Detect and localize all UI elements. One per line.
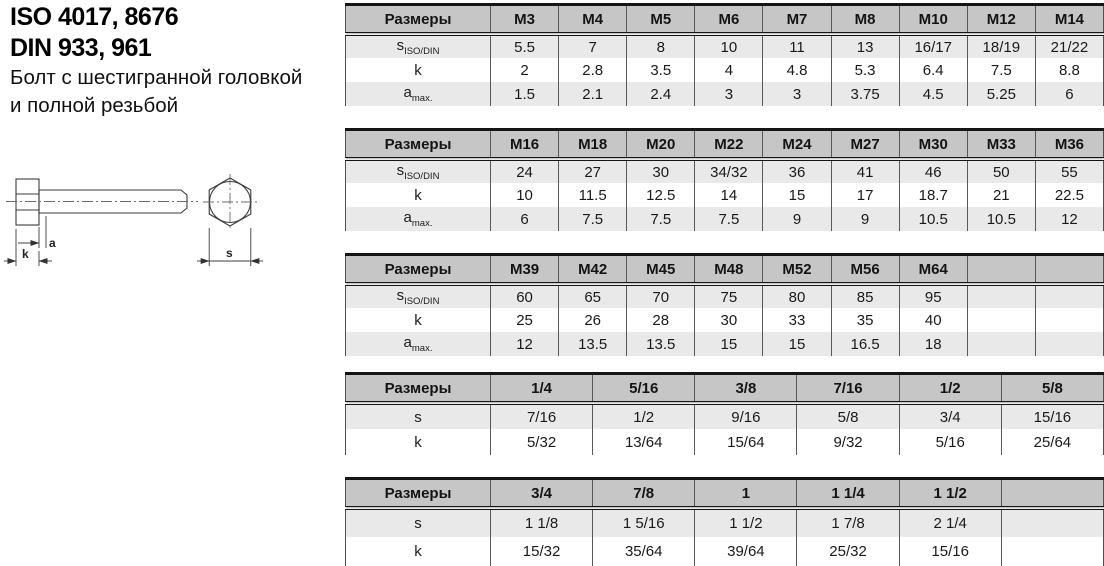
value-cell: 33 xyxy=(763,308,831,332)
row-label-s: $s_{ISO/DIN}$ xyxy=(396,162,440,182)
size-column-header: 3/4 xyxy=(491,479,593,509)
value-cell: 2 1/4 xyxy=(899,508,1001,537)
value-cell: 13 xyxy=(831,34,899,58)
value-cell: 15/64 xyxy=(695,429,797,455)
header-row xyxy=(346,5,1104,35)
sizes-header-label: Размеры xyxy=(346,5,491,35)
value-cell: 8.8 xyxy=(1035,58,1103,82)
table-row xyxy=(346,403,1104,429)
table-metric-m3-m14 xyxy=(345,3,1104,106)
value-cell xyxy=(1035,308,1103,332)
size-column-header: M64 xyxy=(899,255,967,285)
value-cell: 21 xyxy=(967,183,1035,207)
value-cell: 1 1/2 xyxy=(695,508,797,537)
table-row xyxy=(346,508,1104,537)
size-column-header: M36 xyxy=(1035,130,1103,160)
value-cell: 26 xyxy=(559,308,627,332)
size-column-header xyxy=(1001,479,1103,509)
value-cell: 50 xyxy=(967,159,1035,183)
size-column-header xyxy=(967,255,1035,285)
size-column-header: 1 1/2 xyxy=(899,479,1001,509)
value-cell xyxy=(1035,332,1103,356)
value-cell: 7.5 xyxy=(967,58,1035,82)
value-cell: 15 xyxy=(695,332,763,356)
size-column-header: M30 xyxy=(899,130,967,160)
size-column-header: M20 xyxy=(627,130,695,160)
size-column-header: M48 xyxy=(695,255,763,285)
value-cell: 4.8 xyxy=(763,58,831,82)
size-column-header: M14 xyxy=(1035,5,1103,35)
value-cell: 7/16 xyxy=(491,403,593,429)
size-column-header: 1/2 xyxy=(899,374,1001,404)
bolt-end-view xyxy=(197,174,263,266)
row-label-s: s xyxy=(414,408,422,426)
value-cell: 60 xyxy=(491,284,559,308)
value-cell xyxy=(967,308,1035,332)
dim-label-a: a xyxy=(49,236,56,250)
size-column-header: M12 xyxy=(967,5,1035,35)
dimension-table xyxy=(345,372,1104,455)
value-cell: 55 xyxy=(1035,159,1103,183)
size-column-header: M24 xyxy=(763,130,831,160)
title-block xyxy=(10,2,340,120)
table-row xyxy=(346,308,1104,332)
value-cell: 25 xyxy=(491,308,559,332)
value-cell: 15/32 xyxy=(491,537,593,566)
size-column-header: M10 xyxy=(899,5,967,35)
value-cell: 2.1 xyxy=(559,82,627,106)
table-row xyxy=(346,284,1104,308)
tables-area xyxy=(345,0,1104,566)
value-cell: 36 xyxy=(763,159,831,183)
value-cell: 4 xyxy=(695,58,763,82)
bolt-drawing xyxy=(2,153,282,288)
value-cell: 11.5 xyxy=(559,183,627,207)
value-cell: 25/32 xyxy=(797,537,899,566)
size-column-header: M42 xyxy=(559,255,627,285)
row-label-k: k xyxy=(414,61,422,79)
value-cell: 40 xyxy=(899,308,967,332)
value-cell: 17 xyxy=(831,183,899,207)
value-cell: 22.5 xyxy=(1035,183,1103,207)
value-cell: 6 xyxy=(491,207,559,231)
row-label-k: k xyxy=(414,433,422,451)
value-cell: 3/4 xyxy=(899,403,1001,429)
header-row xyxy=(346,130,1104,160)
value-cell: 1.5 xyxy=(491,82,559,106)
table-row xyxy=(346,207,1104,231)
table-row xyxy=(346,429,1104,455)
size-column-header: 3/8 xyxy=(695,374,797,404)
size-column-header: M39 xyxy=(491,255,559,285)
row-label-a: $a_{max.}$ xyxy=(403,334,433,354)
size-column-header: M5 xyxy=(627,5,695,35)
table-metric-m16-m36 xyxy=(345,128,1104,231)
size-column-header: M52 xyxy=(763,255,831,285)
row-label-k: k xyxy=(414,311,422,329)
size-column-header xyxy=(1035,255,1103,285)
row-label-a: $a_{max.}$ xyxy=(403,84,433,104)
value-cell: 46 xyxy=(899,159,967,183)
value-cell: 30 xyxy=(695,308,763,332)
value-cell: 15/16 xyxy=(1001,403,1103,429)
value-cell: 3 xyxy=(763,82,831,106)
size-column-header: M16 xyxy=(491,130,559,160)
value-cell: 3 xyxy=(695,82,763,106)
value-cell: 6 xyxy=(1035,82,1103,106)
value-cell: 65 xyxy=(559,284,627,308)
value-cell: 11 xyxy=(763,34,831,58)
sizes-header-label: Размеры xyxy=(346,479,491,509)
dimension-table xyxy=(345,128,1104,231)
size-column-header: M6 xyxy=(695,5,763,35)
value-cell: 3.75 xyxy=(831,82,899,106)
sizes-header-label: Размеры xyxy=(346,130,491,160)
header-row xyxy=(346,479,1104,509)
value-cell: 5/16 xyxy=(899,429,1001,455)
value-cell: 9 xyxy=(763,207,831,231)
bolt-side-view xyxy=(4,179,198,266)
value-cell: 1 7/8 xyxy=(797,508,899,537)
value-cell xyxy=(967,332,1035,356)
value-cell: 9/16 xyxy=(695,403,797,429)
value-cell: 28 xyxy=(627,308,695,332)
row-label-a: $a_{max.}$ xyxy=(403,209,433,229)
size-column-header: M8 xyxy=(831,5,899,35)
value-cell: 8 xyxy=(627,34,695,58)
value-cell: 15 xyxy=(763,332,831,356)
value-cell: 41 xyxy=(831,159,899,183)
value-cell: 21/22 xyxy=(1035,34,1103,58)
bolt-technical-drawing xyxy=(2,153,282,283)
value-cell: 7.5 xyxy=(695,207,763,231)
table-metric-m39-m64 xyxy=(345,253,1104,356)
table-imperial-3-4-to-1-5 xyxy=(345,477,1104,566)
description-line-1: Болт с шестигранной головкой xyxy=(10,66,303,89)
table-row xyxy=(346,58,1104,82)
size-column-header: M56 xyxy=(831,255,899,285)
row-label-s: $s_{ISO/DIN}$ xyxy=(396,287,440,307)
dim-label-k: k xyxy=(22,247,29,261)
value-cell: 12 xyxy=(1035,207,1103,231)
size-column-header: M7 xyxy=(763,5,831,35)
value-cell xyxy=(1001,508,1103,537)
value-cell: 6.4 xyxy=(899,58,967,82)
value-cell: 75 xyxy=(695,284,763,308)
value-cell: 16/17 xyxy=(899,34,967,58)
value-cell: 35 xyxy=(831,308,899,332)
standard-din: DIN 933, 961 xyxy=(10,34,152,62)
value-cell: 13.5 xyxy=(627,332,695,356)
value-cell: 9/32 xyxy=(797,429,899,455)
size-column-header: 1 xyxy=(695,479,797,509)
value-cell: 13/64 xyxy=(593,429,695,455)
value-cell: 1/2 xyxy=(593,403,695,429)
size-column-header: M45 xyxy=(627,255,695,285)
table-row xyxy=(346,34,1104,58)
row-label-k: k xyxy=(414,543,422,560)
value-cell: 1 1/8 xyxy=(491,508,593,537)
value-cell: 30 xyxy=(627,159,695,183)
value-cell: 18/19 xyxy=(967,34,1035,58)
table-row xyxy=(346,332,1104,356)
standard-iso: ISO 4017, 8676 xyxy=(10,3,179,31)
dimension-table xyxy=(345,477,1104,566)
value-cell: 7 xyxy=(559,34,627,58)
value-cell: 14 xyxy=(695,183,763,207)
value-cell: 12 xyxy=(491,332,559,356)
size-column-header: M33 xyxy=(967,130,1035,160)
value-cell: 95 xyxy=(899,284,967,308)
row-label-s: s xyxy=(414,515,422,532)
sizes-header-label: Размеры xyxy=(346,374,491,404)
value-cell: 9 xyxy=(831,207,899,231)
value-cell: 2.4 xyxy=(627,82,695,106)
value-cell: 34/32 xyxy=(695,159,763,183)
value-cell: 35/64 xyxy=(593,537,695,566)
table-row xyxy=(346,159,1104,183)
value-cell: 2.8 xyxy=(559,58,627,82)
table-imperial-quarter-to-5-8 xyxy=(345,372,1104,455)
value-cell: 10.5 xyxy=(899,207,967,231)
value-cell: 13.5 xyxy=(559,332,627,356)
value-cell: 80 xyxy=(763,284,831,308)
value-cell: 18.7 xyxy=(899,183,967,207)
size-column-header: M27 xyxy=(831,130,899,160)
value-cell: 10 xyxy=(695,34,763,58)
value-cell: 3.5 xyxy=(627,58,695,82)
value-cell: 15 xyxy=(763,183,831,207)
value-cell xyxy=(967,284,1035,308)
value-cell: 70 xyxy=(627,284,695,308)
dimension-table xyxy=(345,3,1104,106)
value-cell: 18 xyxy=(899,332,967,356)
size-column-header: 1/4 xyxy=(491,374,593,404)
value-cell: 4.5 xyxy=(899,82,967,106)
row-label-s: $s_{ISO/DIN}$ xyxy=(396,37,440,57)
size-column-header: 5/16 xyxy=(593,374,695,404)
value-cell: 1 5/16 xyxy=(593,508,695,537)
value-cell: 24 xyxy=(491,159,559,183)
size-column-header: M3 xyxy=(491,5,559,35)
value-cell: 12.5 xyxy=(627,183,695,207)
dim-label-s: s xyxy=(226,246,233,260)
size-column-header: 7/8 xyxy=(593,479,695,509)
value-cell xyxy=(1035,284,1103,308)
size-column-header: 1 1/4 xyxy=(797,479,899,509)
size-column-header: 7/16 xyxy=(797,374,899,404)
sizes-header-label: Размеры xyxy=(346,255,491,285)
header-row xyxy=(346,255,1104,285)
value-cell: 5.25 xyxy=(967,82,1035,106)
value-cell: 10 xyxy=(491,183,559,207)
value-cell: 5.3 xyxy=(831,58,899,82)
value-cell: 2 xyxy=(491,58,559,82)
value-cell: 16.5 xyxy=(831,332,899,356)
value-cell: 15/16 xyxy=(899,537,1001,566)
value-cell xyxy=(1001,537,1103,566)
value-cell: 25/64 xyxy=(1001,429,1103,455)
row-label-k: k xyxy=(414,186,422,204)
header-row xyxy=(346,374,1104,404)
value-cell: 5/32 xyxy=(491,429,593,455)
description-line-2: и полной резьбой xyxy=(10,94,179,117)
size-column-header: M22 xyxy=(695,130,763,160)
value-cell: 85 xyxy=(831,284,899,308)
table-row xyxy=(346,537,1104,566)
table-row xyxy=(346,183,1104,207)
value-cell: 7.5 xyxy=(627,207,695,231)
size-column-header: 5/8 xyxy=(1001,374,1103,404)
value-cell: 7.5 xyxy=(559,207,627,231)
value-cell: 27 xyxy=(559,159,627,183)
size-column-header: M18 xyxy=(559,130,627,160)
dimension-table xyxy=(345,253,1104,356)
value-cell: 10.5 xyxy=(967,207,1035,231)
size-column-header: M4 xyxy=(559,5,627,35)
table-row xyxy=(346,82,1104,106)
value-cell: 5.5 xyxy=(491,34,559,58)
value-cell: 39/64 xyxy=(695,537,797,566)
value-cell: 5/8 xyxy=(797,403,899,429)
